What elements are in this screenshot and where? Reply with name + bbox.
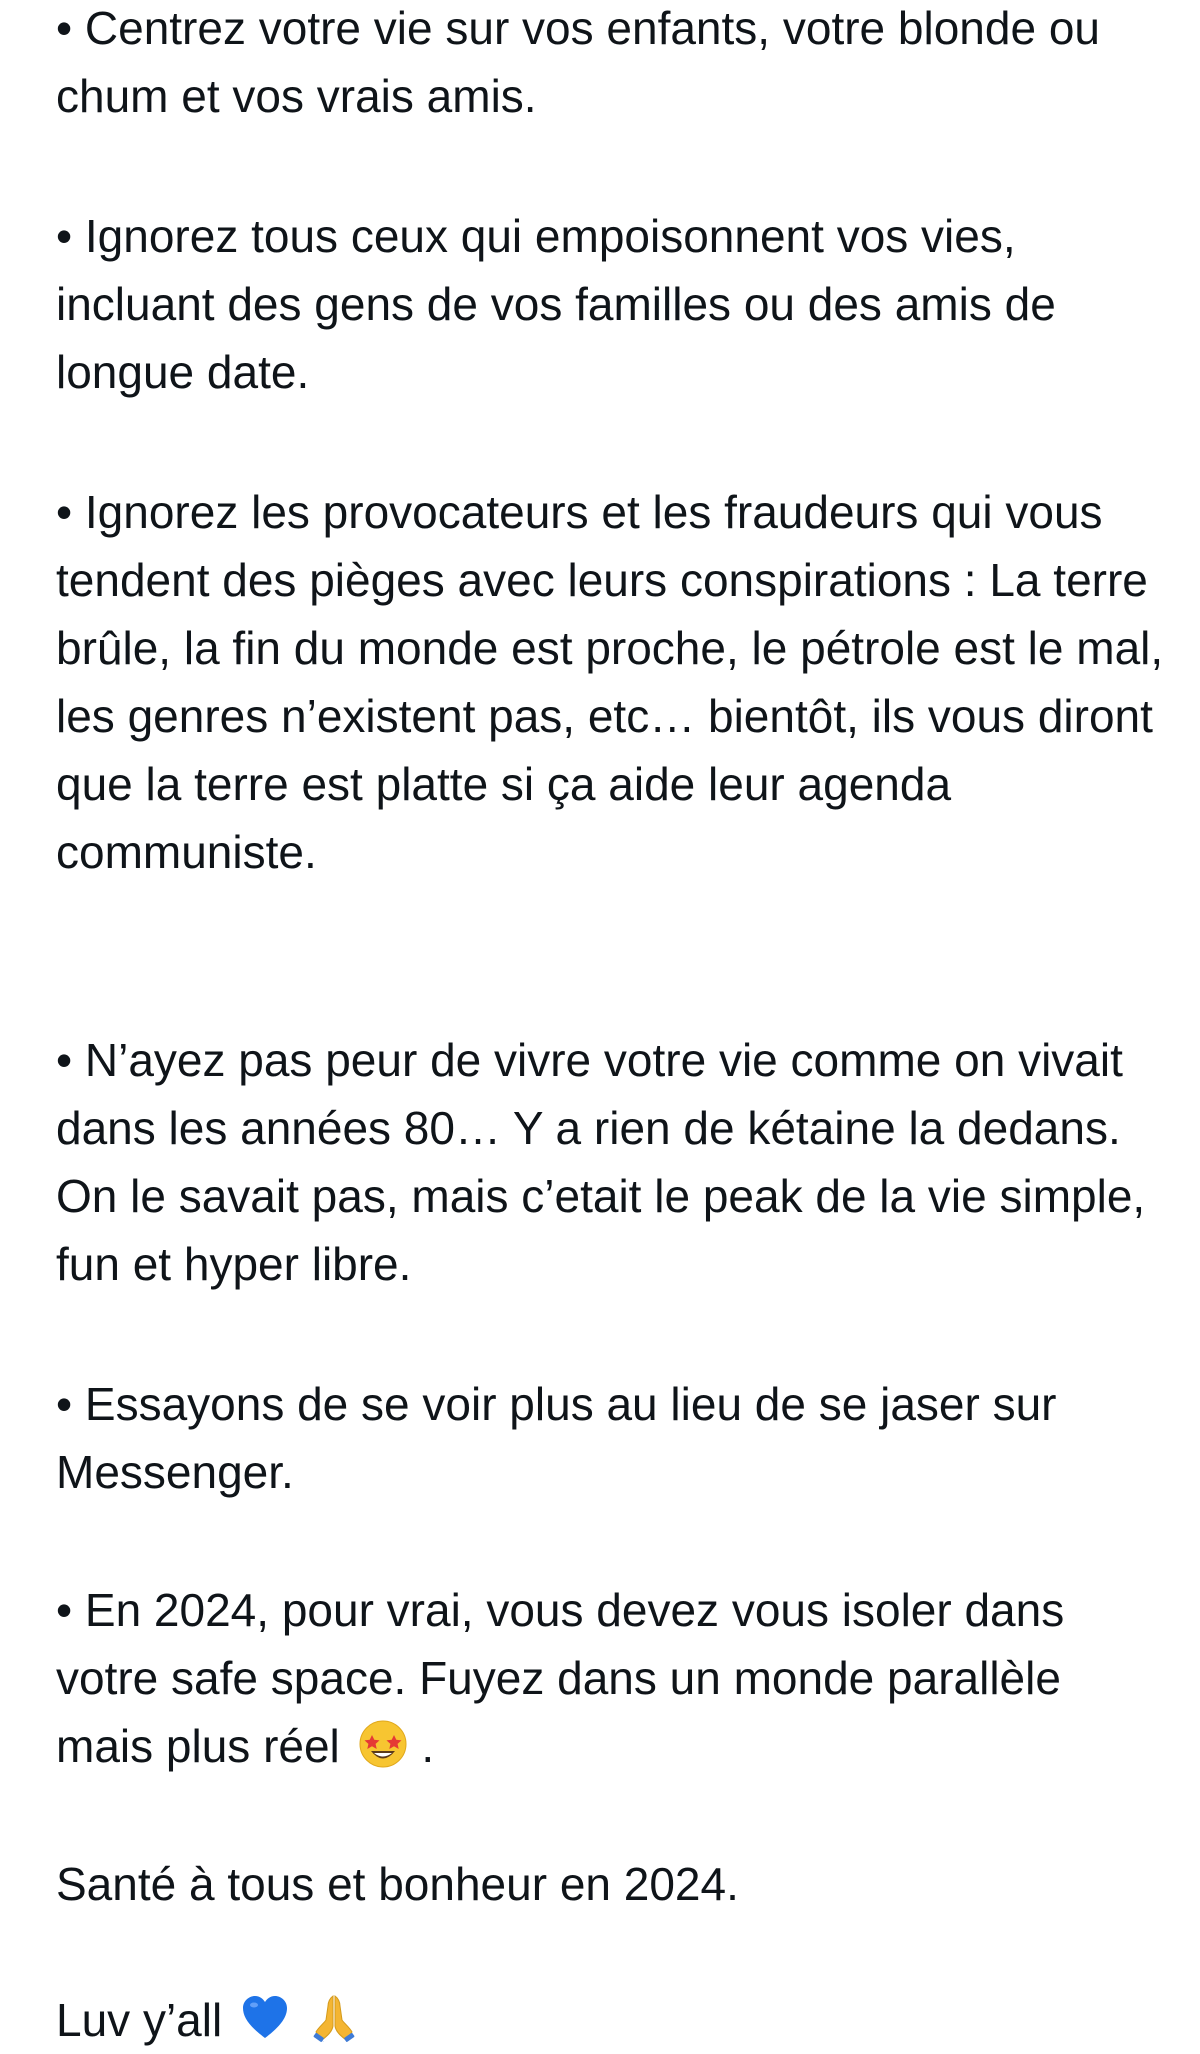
post-paragraph-2: • Ignorez tous ceux qui empoisonnent vos vies, incluant des gens de vos familles ou des amis de longue date.	[56, 210, 1056, 398]
post-paragraph-6-period: .	[421, 1720, 435, 1772]
post-paragraph-1: • Centrez votre vie sur vos enfants, votre blonde ou chum et vos vrais amis.	[56, 2, 1100, 122]
folded-hands-emoji-icon	[308, 1992, 360, 2044]
blue-heart-emoji-icon	[239, 1992, 291, 2044]
post-paragraph-6	[56, 1576, 1166, 1780]
post-paragraph-8-text: Luv y’all	[56, 1994, 223, 2046]
post-paragraph-8	[56, 1986, 1166, 2054]
post-paragraph-6-text: • En 2024, pour vrai, vous devez vous isoler dans votre safe space. Fuyez dans un monde parallèle mais plus réel	[56, 1584, 1065, 1772]
star-struck-emoji-icon	[357, 1718, 409, 1770]
post-paragraph-7: Santé à tous et bonheur en 2024.	[56, 1858, 739, 1910]
post-paragraph-3: • Ignorez les provocateurs et les fraudeurs qui vous tendent des pièges avec leurs conspirations : La terre brûle, la fin du monde est proche, le pétrole est le mal, les genres n’existent pas, etc… bientôt, ils vous diront que la terre est platte si ça aide leur agenda communiste.	[56, 486, 1164, 878]
post-paragraph-5: • Essayons de se voir plus au lieu de se jaser sur Messenger.	[56, 1378, 1057, 1498]
post-paragraph-4: • N’ayez pas peur de vivre votre vie comme on vivait dans les années 80… Y a rien de kétaine la dedans. On le savait pas, mais c’etait le peak de la vie simple, fun et hyper libre.	[56, 1034, 1146, 1290]
